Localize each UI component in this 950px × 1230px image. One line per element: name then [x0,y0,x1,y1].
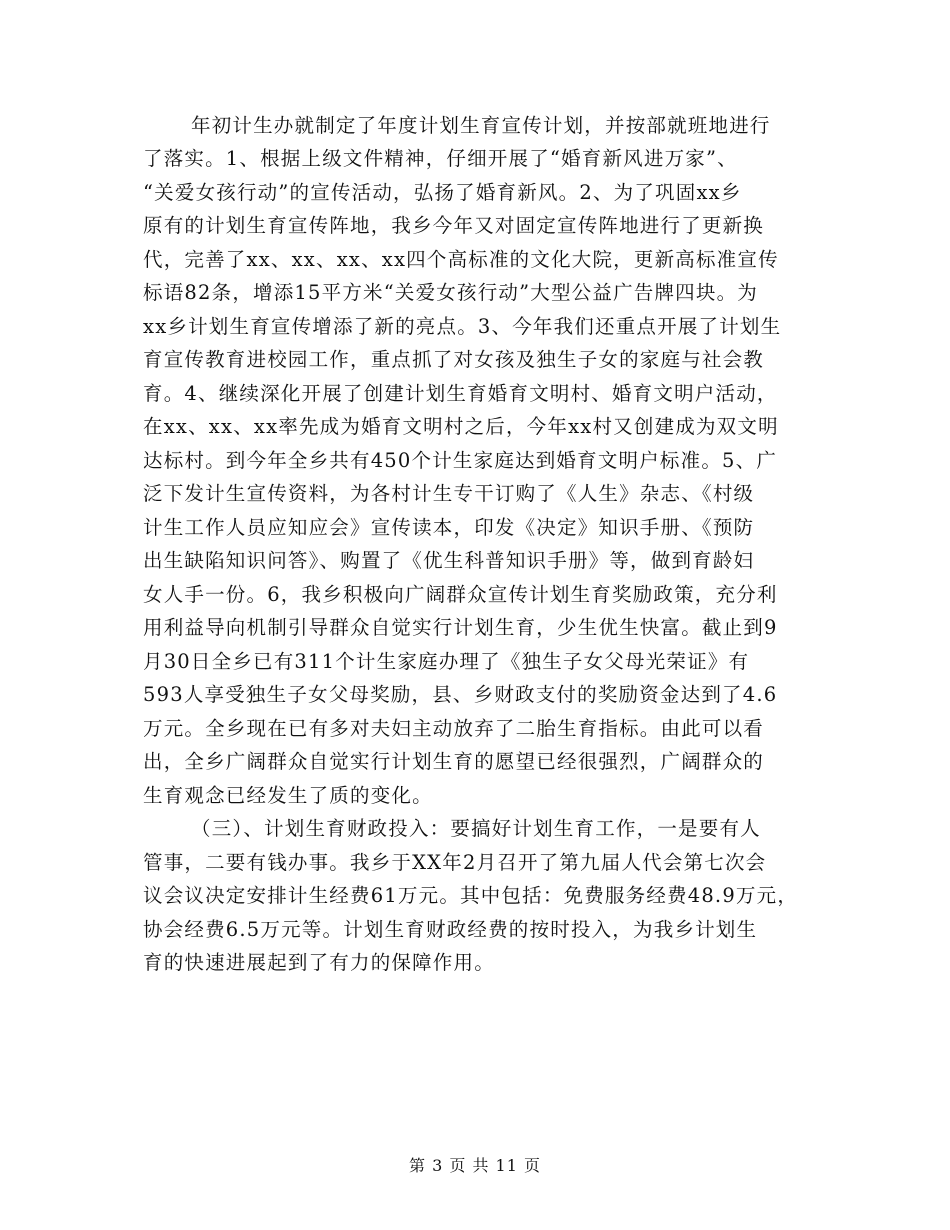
paragraph-line: 育。4、继续深化开展了创建计划生育婚育文明村、婚育文明户活动， [143,382,778,405]
paragraph-line: 议会议决定安排计生经费61万元。其中包括：免费服务经费48.9万元， [143,884,799,907]
paragraph-line: 月30日全乡已有311个计生家庭办理了《独生子女父母光荣证》有 [143,650,750,673]
paragraph-line: 女人手一份。6，我乡积极向广阔群众宣传计划生育奖励政策，充分利 [143,583,778,606]
paragraph-line: 育的快速进展起到了有力的保障作用。 [143,951,495,974]
paragraph-line: 协会经费6.5万元等。计划生育财政经费的按时投入，为我乡计划生 [143,918,758,941]
paragraph-line: 代，完善了xx、xx、xx、xx四个高标准的文化大院，更新高标准宣传 [143,248,779,271]
paragraph-line: 年初计生办就制定了年度计划生育宣传计划，并按部就班地进行 [191,114,771,137]
paragraph-line: xx乡计划生育宣传增添了新的亮点。3、今年我们还重点开展了计划生 [143,315,782,338]
page-number-footer: 第 3 页 共 11 页 [409,1156,541,1175]
paragraph-line: 管事，二要有钱办事。我乡于XX年2月召开了第九届人代会第七次会 [143,851,767,874]
section-heading-line: （三）、计划生育财政投入：要搞好计划生育工作，一是要有人 [191,817,761,840]
paragraph-line: 育宣传教育进校园工作，重点抓了对女孩及独生子女的家庭与社会教 [143,348,765,371]
paragraph-line: 万元。全乡现在已有多对夫妇主动放弃了二胎生育指标。由此可以看 [143,717,765,740]
paragraph-line: 标语82条，增添15平方米“关爱女孩行动”大型公益广告牌四块。为 [143,281,758,304]
paragraph-line: 在xx、xx、xx率先成为婚育文明村之后，今年xx村又创建成为双文明 [143,415,779,438]
paragraph-line: 生育观念已经发生了质的变化。 [143,784,433,807]
paragraph-line: 了落实。1、根据上级文件精神，仔细开展了“婚育新风进万家”、 [143,147,738,170]
paragraph-line: 出，全乡广阔群众自觉实行计划生育的愿望已经很强烈，广阔群众的 [143,750,765,773]
paragraph-line: “关爱女孩行动”的宣传活动，弘扬了婚育新风。2、为了巩固xx乡 [143,181,742,204]
paragraph-line: 泛下发计生宣传资料，为各村计生专干订购了《人生》杂志、《村级 [143,482,755,505]
paragraph-line: 593人享受独生子女父母奖励，县、乡财政支付的奖励资金达到了4.6 [143,683,778,706]
paragraph-line: 达标村。到今年全乡共有450个计生家庭达到婚育文明户标准。5、广 [143,449,778,472]
paragraph-line: 用利益导向机制引导群众自觉实行计划生育，少生优生快富。截止到9 [143,616,778,639]
paragraph-line: 出生缺陷知识问答》、购置了《优生科普知识手册》等，做到育龄妇 [143,549,755,572]
paragraph-line: 计生工作人员应知应会》宣传读本，印发《决定》知识手册、《预防 [143,516,755,539]
paragraph-line: 原有的计划生育宣传阵地，我乡今年又对固定宣传阵地进行了更新换 [143,214,765,237]
